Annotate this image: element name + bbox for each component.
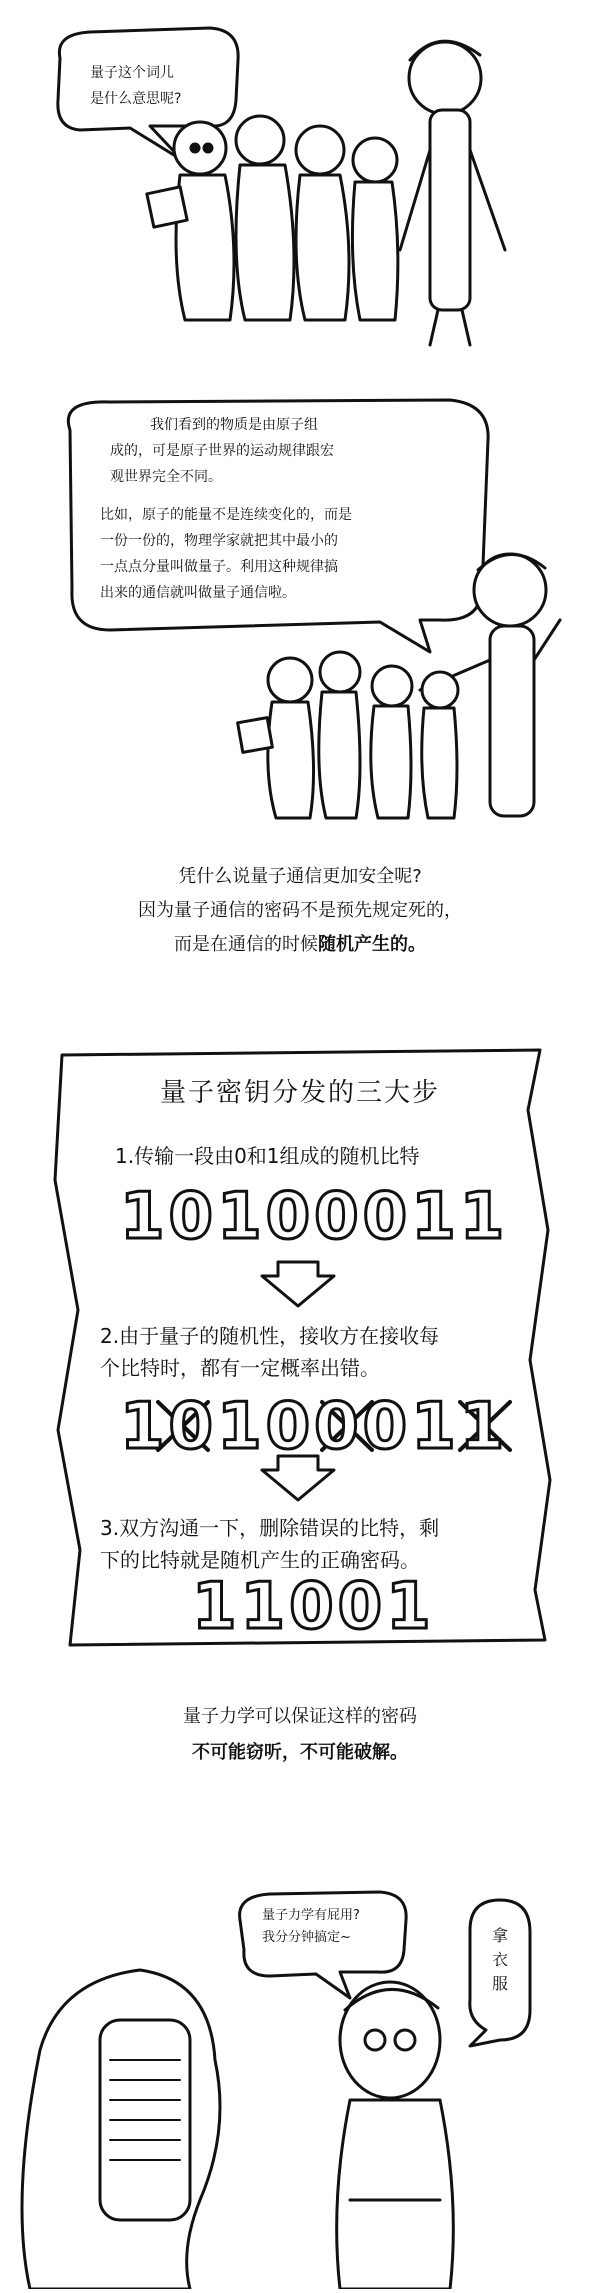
caption-2-line-2: [0, 1736, 600, 1770]
panel-2-bubble-line-8: 出来的通信就叫做量子通信啦。: [100, 585, 296, 601]
caption-1-line-1: 凭什么说量子通信更加安全呢?: [178, 866, 422, 887]
panel-2-bubble-line-3: 观世界完全不同。: [110, 469, 222, 485]
panel-2-bubble-line-1: 我们看到的物质是由原子组: [150, 417, 318, 433]
caption-2-line-1: 量子力学可以保证这样的密码: [183, 1706, 417, 1727]
panel-3-reply-char-2: 衣: [492, 1950, 509, 1969]
bits-received-with-errors: 10100011: [120, 1390, 509, 1464]
paper-title: 量子密钥分发的三大步: [159, 1078, 440, 1108]
bits-transmitted: 10100011: [120, 1180, 509, 1254]
step-1-text: 1.传输一段由0和1组成的随机比特: [115, 1144, 420, 1168]
step-3-line-2: 下的比特就是随机产生的正确密码。: [100, 1548, 420, 1572]
comic-panel-2: [0, 390, 600, 820]
panel-2-bubble-line-7: 一点点分量叫做量子。利用这种规律搞: [100, 559, 338, 575]
bits-final-key: 11001: [192, 1570, 435, 1644]
panel-2-bubble-line-6: 一份一份的，物理学家就把其中最小的: [100, 533, 338, 549]
step-2-line-1: 2.由于量子的随机性，接收方在接收每: [100, 1324, 440, 1348]
caption-1-line-3-bold: 随机产生的: [318, 934, 408, 955]
caption-1-line-3: [0, 928, 600, 962]
comic-panel-3: [0, 1870, 600, 2289]
step-3-line-1: 3.双方沟通一下，删除错误的比特，剩: [100, 1516, 440, 1540]
panel-1-drawing: [0, 0, 600, 360]
panel-2-bubble-line-2: 成的，可是原子世界的运动规律跟宏: [110, 443, 334, 459]
panel-2-bubble-line-5: 比如，原子的能量不是连续变化的，而是: [100, 507, 352, 523]
panel-3-bubble-line-2: 我分分钟搞定~: [262, 1930, 351, 1945]
qkd-paper: [0, 1030, 600, 1660]
caption-2-line-2-bold: 不可能窃听，不可能破解。: [192, 1742, 408, 1763]
panel-3-bubble-line-1: 量子力学有屁用?: [262, 1908, 360, 1923]
panel-3-reply-char-1: 拿: [492, 1926, 509, 1945]
panel-3-reply-char-3: 服: [492, 1974, 509, 1993]
caption-1-line-2: 因为量子通信的密码不是预先规定死的，: [138, 900, 462, 921]
step-2-line-2: 个比特时，都有一定概率出错。: [100, 1356, 380, 1380]
caption-1-line-3-plain: 而是在通信的时候: [174, 934, 318, 955]
panel-1-bubble-line-2: 是什么意思呢?: [90, 91, 182, 107]
comic-panel-1: [0, 0, 600, 360]
panel-1-bubble-line-1: 量子这个词儿: [90, 65, 174, 81]
caption-1-line-3-end: 。: [408, 934, 426, 955]
